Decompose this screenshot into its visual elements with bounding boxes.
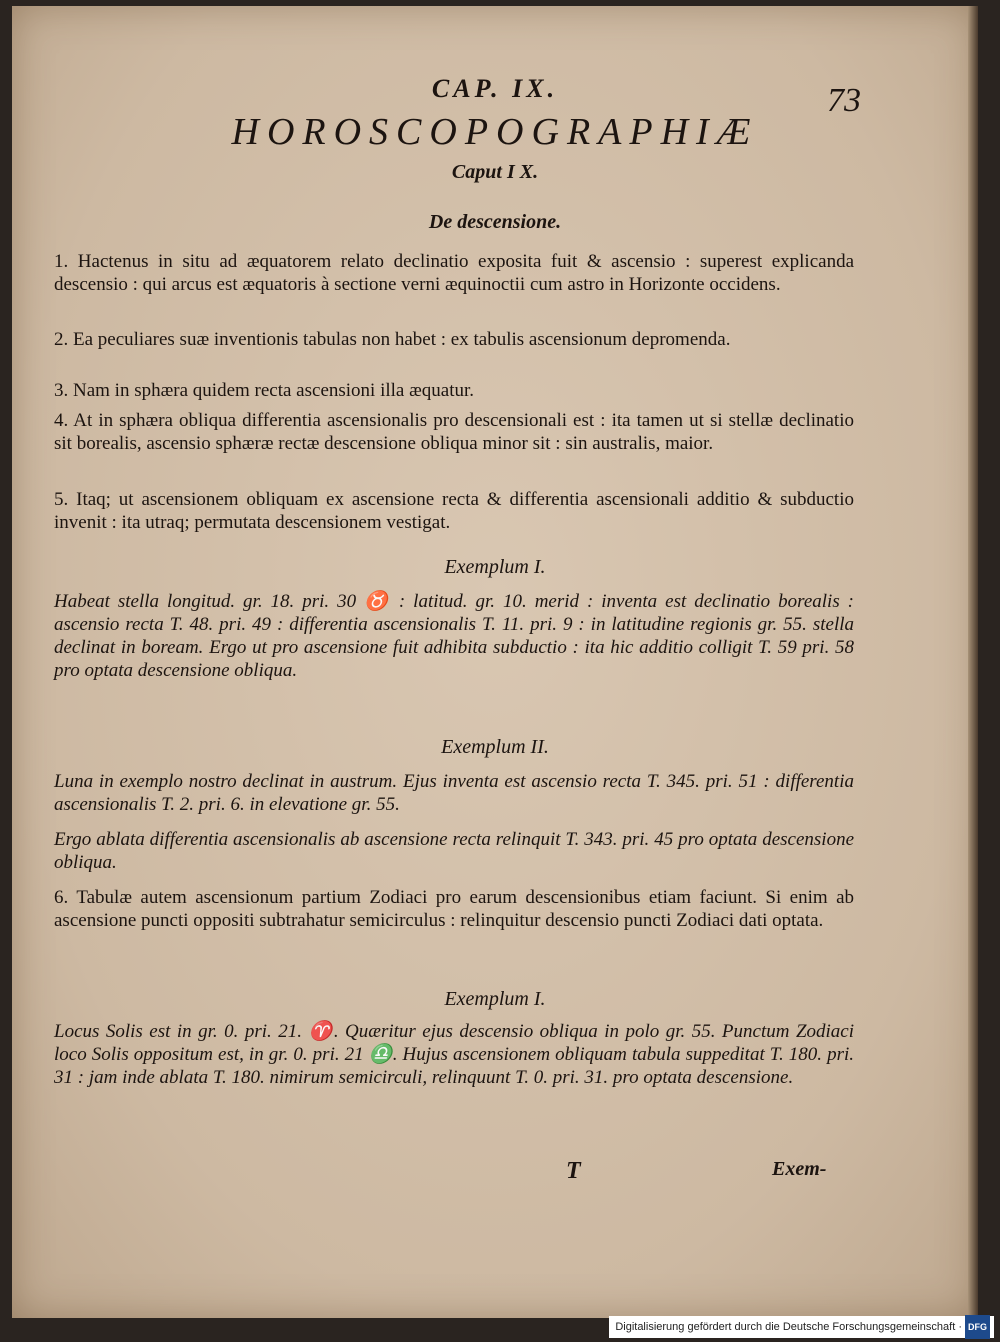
credit-text: Digitalisierung gefördert durch die Deutsche Forschungsgemeinschaft · <box>615 1321 962 1333</box>
catchword: Exem- <box>772 1158 827 1180</box>
example-2-heading: Exemplum II. <box>441 736 549 758</box>
example-1-text: Habeat stella longitud. gr. 18. pri. 30 ♉ : latitud. gr. 10. merid : inventa est declinatio borealis : ascensio recta T. 48. pri. 49 : differentia ascensionalis T. 11. pri. 9 : in latitudine regionis gr. 55. stella declinat in boream. Ergo ut pro ascensione fuit adhibita subductio : ita hic additio colligit T. 59 pri. 58 pro optata descensione obliqua. <box>54 591 854 681</box>
page-spine-shadow <box>968 6 978 1318</box>
example-2-text-a: Luna in exemplo nostro declinat in austrum. Ejus inventa est ascensio recta T. 345. pri. 51 : differentia ascensionalis T. 2. pri. 6. in elevatione gr. 55. <box>54 771 854 815</box>
paragraph-6: 6. Tabulæ autem ascensionum partium Zodiaci pro earum descensionibus etiam faciunt. Si enim ab ascensione puncti oppositi subtrahatur semicirculus : relinquitur descensio puncti Zodiaci dati optata. <box>54 887 854 931</box>
example-3-heading: Exemplum I. <box>444 988 546 1010</box>
paragraph-3: 3. Nam in sphæra quidem recta ascensioni illa æquatur. <box>54 380 475 401</box>
example-2-text-b: Ergo ablata differentia ascensionalis ab ascensione recta relinquit T. 343. pri. 45 pro optata descensione obliqua. <box>54 829 854 873</box>
book-title: HOROSCOPOGRAPHIÆ <box>231 111 759 153</box>
section-heading: De descensione. <box>428 211 562 233</box>
paragraph-2: 2. Ea peculiares suæ inventionis tabulas non habet : ex tabulis ascensionum depromenda. <box>54 329 731 350</box>
book-page <box>12 6 978 1318</box>
paragraph-5: 5. Itaq; ut ascensionem obliquam ex ascensione recta & differentia ascensionali additio & subductio invenit : ita utraq; permutata descensionem vestigat. <box>54 489 854 533</box>
paragraph-4: 4. At in sphæra obliqua differentia ascensionalis pro descensionali est : ita tamen ut si stellæ declinatio sit borealis, ascensio sphæræ rectæ descensione obliqua minor sit : sin australis, maior. <box>54 410 854 454</box>
example-1-heading: Exemplum I. <box>444 556 546 578</box>
signature-mark: T <box>566 1158 581 1184</box>
example-3-text: Locus Solis est in gr. 0. pri. 21. ♈. Quæritur ejus descensio obliqua in polo gr. 55. Punctum Zodiaci loco Solis oppositum est, in gr. 0. pri. 21 ♎. Hujus ascensionem obliquam tabula suppeditat T. 180. pri. 31 : jam inde ablata T. 180. nimirum semicirculi, relinquunt T. 0. pri. 31. pro optata descensione. <box>54 1021 854 1088</box>
dfg-logo: DFG <box>965 1315 990 1339</box>
caput-heading: Caput I X. <box>451 161 539 183</box>
digitization-credit <box>609 1316 994 1338</box>
chapter-line: CAP. IX. <box>431 74 559 103</box>
paragraph-1: 1. Hactenus in situ ad æquatorem relato declinatio exposita fuit & ascensio : superest explicanda descensio : qui arcus est æquatoris à sectione verni æquinoctii cum astro in Horizonte occidens. <box>54 251 854 295</box>
page-number: 73 <box>827 82 861 119</box>
